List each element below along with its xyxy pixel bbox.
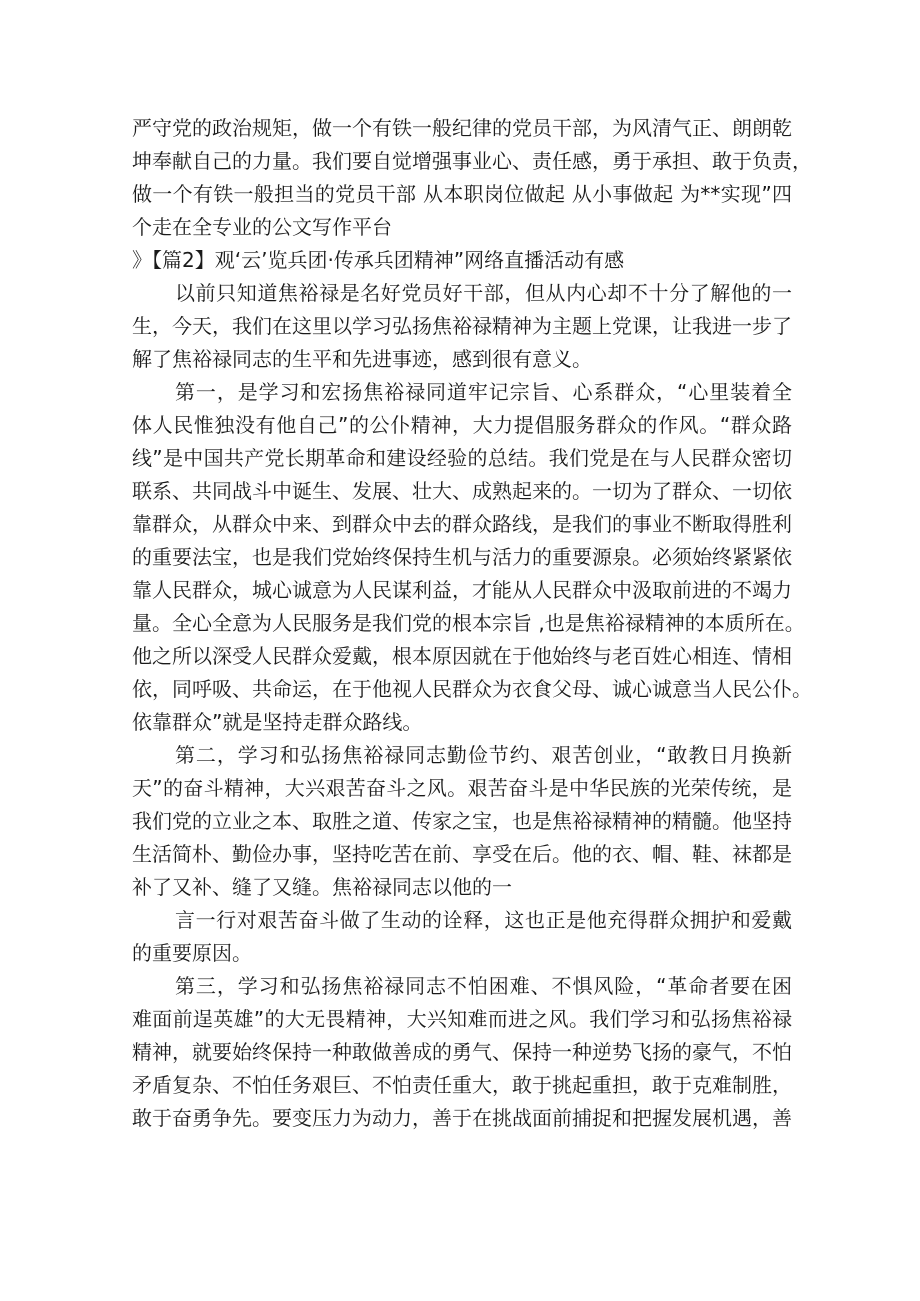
text-line: 第三，学习和弘扬焦裕禄同志不怕困难、不惧风险，“革命者要在困: [175, 974, 792, 998]
text-line: 敢于奋勇争先。要变压力为动力，善于在挑战面前捕捉和把握发展机遇，善: [132, 1106, 792, 1130]
text-line: 线”是中国共产党长期革命和建设经验的总结。我们党是在与人民群众密切: [132, 446, 792, 470]
text-line: 联系、共同战斗中诞生、发展、壮大、成熟起来的。一切为了群众、一切依: [132, 479, 792, 503]
text-line: 量。全心全意为人民服务是我们党的根本宗旨 ,也是焦裕禄精神的本质所在。: [132, 611, 805, 635]
text-line: 个走在全专业的公文写作平台: [132, 215, 392, 239]
text-line: 靠群众，从群众中来、到群众中去的群众路线，是我们的事业不断取得胜利: [132, 512, 792, 536]
document-body: [132, 112, 812, 1135]
text-line: 第二，学习和弘扬焦裕禄同志勤俭节约、艰苦创业，“敢教日月换新: [175, 743, 792, 767]
text-line: 我们党的立业之本、取胜之道、传家之宝，也是焦裕禄精神的精髓。他坚持: [132, 809, 792, 833]
text-line: 言一行对艰苦奋斗做了生动的诠释，这也正是他充得群众拥护和爱戴: [175, 908, 792, 932]
text-line: 难面前逞英雄”的大无畏精神，大兴知难而进之风。我们学习和弘扬焦裕禄: [132, 1007, 792, 1031]
text-line: 矛盾复杂、不怕任务艰巨、不怕责任重大，敢于挑起重担，敢于克难制胜，: [132, 1073, 792, 1097]
text-line: 做一个有铁一般担当的党员干部 从本职岗位做起 从小事做起 为**实现”四: [132, 182, 792, 206]
text-line: 体人民惟独没有他自己”的公仆精神，大力提倡服务群众的作风。“群众路: [132, 413, 792, 437]
text-line: 他之所以深受人民群众爱戴，根本原因就在于他始终与老百姓心相连、情相: [132, 644, 792, 668]
text-line: 依，同呼吸、共命运，在于他视人民群众为衣食父母、诚心诚意当人民公仆。: [132, 677, 812, 701]
text-line: 的重要法宝，也是我们党始终保持生机与活力的重要源泉。必须始终紧紧依: [132, 545, 792, 569]
text-line: 以前只知道焦裕禄是名好党员好干部，但从内心却不十分了解他的一: [175, 281, 792, 305]
text-line: 依靠群众”就是坚持走群众路线。: [132, 710, 423, 734]
text-line: 补了又补、缝了又缝。焦裕禄同志以他的一: [132, 875, 512, 899]
text-line: 严守党的政治规矩，做一个有铁一般纪律的党员干部，为风清气正、朗朗乾: [132, 116, 792, 140]
text-line: 坤奉献自己的力量。我们要自觉增强事业心、责任感，勇于承担、敢于负责，: [132, 149, 812, 173]
text-line: 的重要原因。: [132, 941, 252, 965]
text-line: 生活简朴、勤俭办事，坚持吃苦在前、享受在后。他的衣、帽、鞋、袜都是: [132, 842, 792, 866]
text-line: 》【篇2】观‘云’览兵团·传承兵团精神”网络直播活动有感: [132, 248, 625, 272]
text-line: 精神，就要始终保持一种敢做善成的勇气、保持一种逆势飞扬的豪气，不怕: [132, 1040, 792, 1064]
text-line: 天”的奋斗精神，大兴艰苦奋斗之风。艰苦奋斗是中华民族的光荣传统，是: [132, 776, 792, 800]
text-line: 靠人民群众，城心诚意为人民谋利益，才能从人民群众中汲取前进的不竭力: [132, 578, 792, 602]
text-line: 解了焦裕禄同志的生平和先进事迹，感到很有意义。: [132, 347, 592, 371]
text-line: 第一，是学习和宏扬焦裕禄同道牢记宗旨、心系群众，“心里装着全: [175, 380, 792, 404]
text-line: 生，今天，我们在这里以学习弘扬焦裕禄精神为主题上党课，让我进一步了: [132, 314, 792, 338]
